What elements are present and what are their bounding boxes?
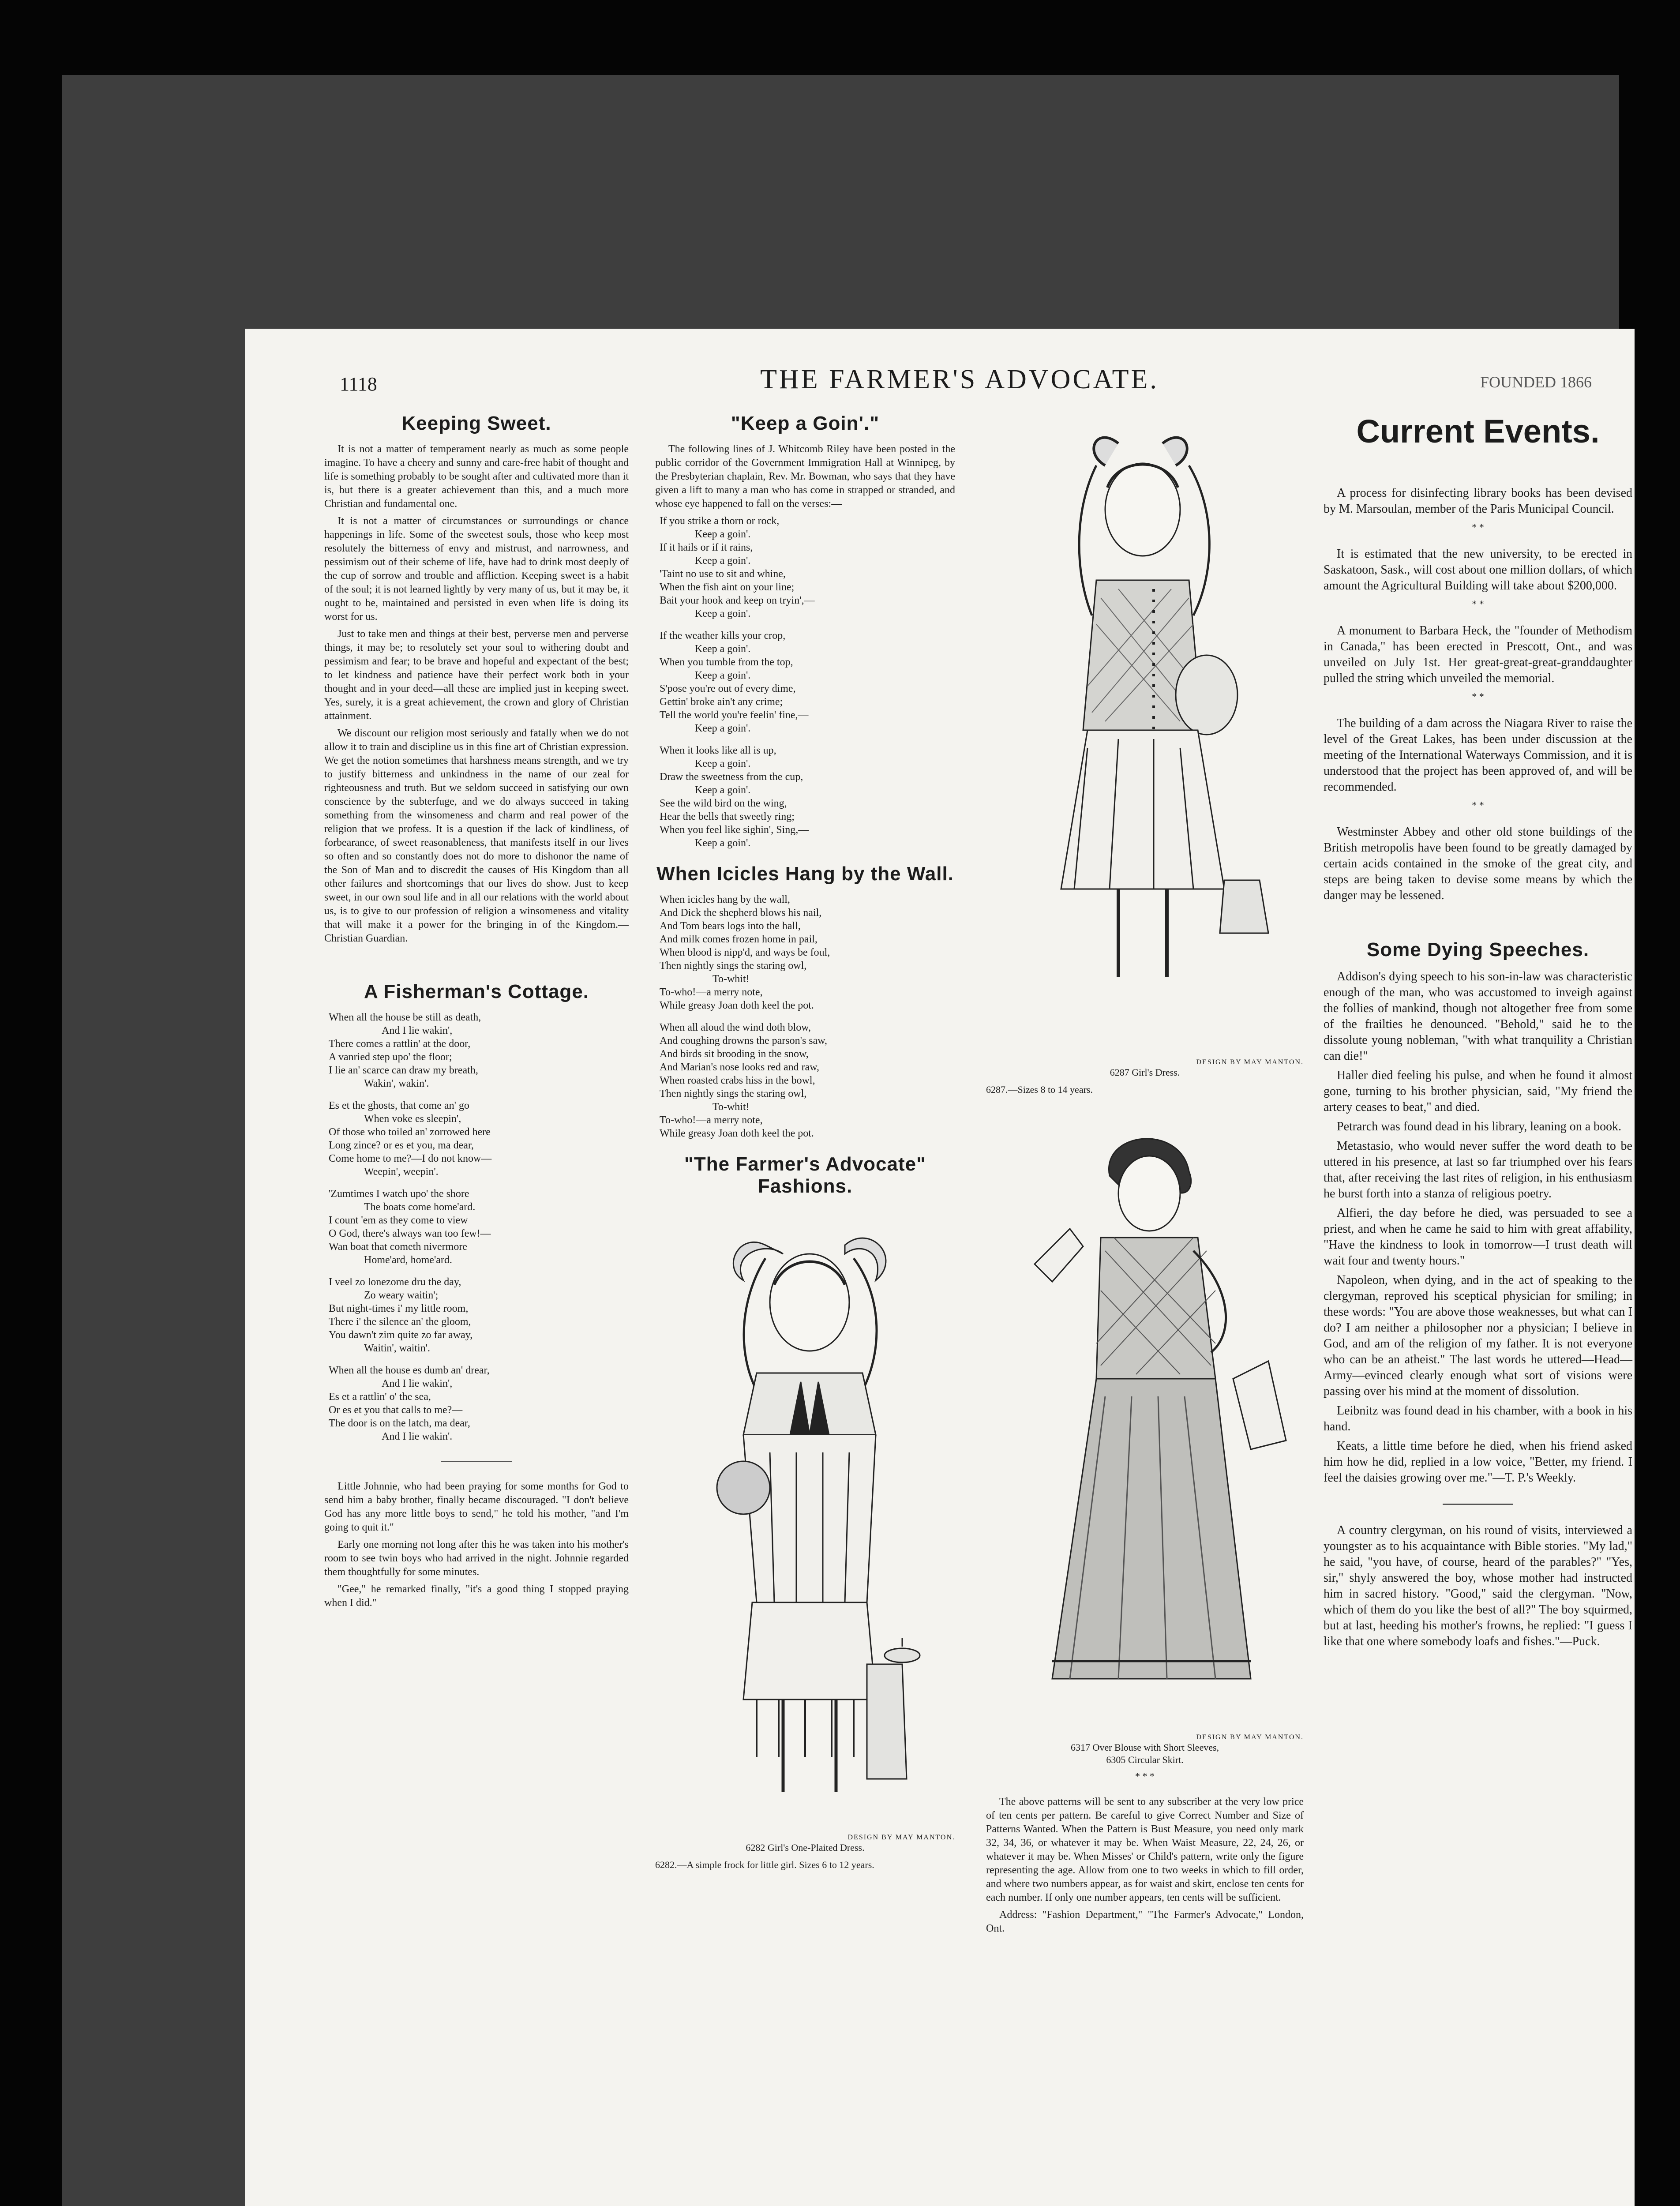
- poem-stanza: [329, 1011, 629, 1090]
- poem-line: Hear the bells that sweetly ring;: [660, 811, 795, 822]
- poem-line: Keep a goin'.: [695, 670, 751, 681]
- section-stars: * *: [1472, 691, 1484, 702]
- section-stars: * *: [1472, 799, 1484, 810]
- order-address: Address: "Fashion Department," "The Farmer's Advocate," London, Ont.: [986, 1909, 1304, 1934]
- column-1: [324, 413, 629, 1613]
- fashions-title: "The Farmer's Advocate" Fashions.: [684, 1153, 926, 1197]
- news-item: It is estimated that the new university, to be erected in Saskatoon, Sask., will cost about one million dollars, of which amount the Agricultural Building will take about $200,000.: [1324, 547, 1632, 593]
- poem-line: Tell the world you're feelin' fine,—: [660, 709, 809, 721]
- poem-line: I count 'em as they come to view: [329, 1215, 468, 1226]
- current-events-title: Current Events.: [1356, 413, 1600, 450]
- poem-line: And I lie wakin',: [382, 1025, 453, 1036]
- fisherman-title: A Fisherman's Cottage.: [364, 981, 589, 1002]
- poem-line: A vanried step upo' the floor;: [329, 1051, 452, 1063]
- poem-line: When blood is nipp'd, and ways be foul,: [660, 947, 830, 958]
- poem-line: Keep a goin'.: [695, 758, 751, 769]
- poem-line: Keep a goin'.: [695, 529, 751, 540]
- speech-paragraph: Keats, a little time before he died, when his friend asked him how he did, replied in a low voice, "Better, my friend. I feel the daisies growing over me."—T. P.'s Weekly.: [1324, 1439, 1632, 1485]
- fashion-figure-6287: [986, 413, 1304, 1096]
- figure-caption: 6305 Circular Skirt.: [1106, 1754, 1184, 1765]
- poem-line: To-who!—a merry note,: [660, 1114, 763, 1126]
- speech-paragraph: Napoleon, when dying, and in the act of speaking to the clergyman, reproved his sceptical physician for smiling; in these words: "You are above those weaknesses, but what can I do? I am neither a philosopher nor a physician; I believe in God, and am of the religion of my father. It is not everyone who can be an atheist." The last words he uttered—Head—Army—evinced clearly enough what sort of visions were passing over his mind at the moment of dissolution.: [1324, 1273, 1632, 1398]
- founded-line: FOUNDED 1866: [1480, 373, 1592, 391]
- poem-stanza: [660, 893, 955, 1012]
- poem-line: When it looks like all is up,: [660, 745, 776, 756]
- poem-line: Es et the ghosts, that come an' go: [329, 1100, 469, 1111]
- girl-dress-illustration: [655, 1205, 955, 1832]
- poem-line: Keep a goin'.: [695, 608, 751, 619]
- design-credit: DESIGN BY MAY MANTON.: [1196, 1058, 1304, 1066]
- poem-line: Of those who toiled an' zorrowed here: [329, 1126, 491, 1138]
- keeping-sweet-paragraph: Just to take men and things at their best, perverse men and perverse things, it may be; to resolutely set your soul to withering doubt and pessimism and fear; to be brave and hopeful and expectant of the best; to let kindness and patience have their perfect work both in your thought and in your deed—all these are implied just in keeping sweet. Yes, surely, it is a great achievement, the crown and glory of Christian attainment.: [324, 628, 629, 722]
- poem-line: 'Zumtimes I watch upo' the shore: [329, 1188, 469, 1200]
- poem-line: And I lie wakin'.: [382, 1431, 453, 1442]
- poem-line: To-whit!: [712, 1101, 750, 1113]
- keeping-sweet-paragraph: It is not a matter of temperament nearly as much as some people imagine. To have a cheery and sunny and care-free habit of thought and life is something probably to be sought after and cultivated more than it is, but there is a greater achievement than this, and a much more Christian and fundamental one.: [324, 443, 629, 510]
- poem-stanza: [660, 744, 955, 850]
- poem-line: You dawn't zim quite zo far away,: [329, 1329, 473, 1341]
- poem-line: When you feel like sighin', Sing,—: [660, 824, 809, 836]
- figure-caption: 6282 Girl's One-Plaited Dress.: [746, 1842, 865, 1853]
- poem-line: Gettin' broke ain't any crime;: [660, 696, 783, 708]
- poem-line: Keep a goin'.: [695, 643, 751, 655]
- poem-line: Keep a goin'.: [695, 555, 751, 567]
- fisherman-poem: [329, 1011, 629, 1443]
- keeping-sweet-paragraph: We discount our religion most seriously and fatally when we do not allow it to train and discipline us in this fine art of Christian expression. We get the notion sometimes that harshness means strength, and we try to justify bitterness and unkindness in the name of our zeal for righteousness and truth. But we seldom succeed in satisfying our own conscience by the subterfuge, and we do always succeed in taking something from the winsomeness and charm and real power of the religion that we profess. It is a question if the lack of kindliness, of forbearance, of sweet reasonableness, that manifests itself in our lives so often and so constantly does not do more to dishonor the name of the Son of Man and to discredit the causes of His Kingdom than all other failures and shortcomings that our lives do show. Just to keep sweet, in our own soul life and in all our relations with the world about us, is to give to our profession of religion a winsomeness and vitality that will make it a power for the bringing in of the Kingdom.—Christian Guardian.: [324, 728, 629, 944]
- news-item: Westminster Abbey and other old stone buildings of the British metropolis have been found to be greatly damaged by certain acids contained in the smoke of the great city, and steps are being taken to devise some means by which the danger may be lessened.: [1324, 825, 1632, 902]
- poem-line: To-who!—a merry note,: [660, 987, 763, 998]
- poem-line: S'pose you're out of every dime,: [660, 683, 796, 694]
- order-instructions: The above patterns will be sent to any subscriber at the very low price of ten cents per pattern. Be careful to give Correct Number and Size of Patterns Wanted. When the Pattern is Bust Measure, you need only mark 32, 34, 36, or whatever it may be. When Waist Measure, 22, 24, 26, or whatever it may be. When Misses' or Child's pattern, write only the figure representing the age. Allow from one to two weeks in which to fill order, and where two numbers appear, as for waist and skirt, enclose ten cents for each number. If only one number appears, ten cents will be sufficient.: [986, 1796, 1304, 1903]
- page-number: 1118: [340, 373, 377, 395]
- girl-dress-6287-illustration: [986, 413, 1304, 1057]
- poem-line: The door is on the latch, ma dear,: [329, 1418, 470, 1429]
- speech-paragraph: Leibnitz was found dead in his chamber, with a book in his hand.: [1324, 1404, 1632, 1433]
- story-paragraph: A country clergyman, on his round of visits, interviewed a youngster as to his acquaintance with Bible stories. "My lad," he said, "you have, of course, heard of the parables?" "Yes, sir," shyly answered the boy, whose mother had instructed him in sacred history. "Good," said the clergyman. "Now, which of them do you like the best of all?" The boy squirmed, but at last, heeding his mother's frowns, he replied: "I guess I like that one where somebody loafs and fishes."—Puck.: [1324, 1523, 1632, 1648]
- column-4: [1324, 413, 1632, 1653]
- fashion-figure-6282: [655, 1205, 955, 1872]
- speech-paragraph: Petrarch was found dead in his library, leaning on a book.: [1337, 1120, 1622, 1133]
- news-item: A process for disinfecting library books has been devised by M. Marsoulan, member of the Paris Municipal Council.: [1324, 486, 1632, 516]
- keep-goin-poem: [660, 514, 955, 850]
- keeping-sweet-paragraph: It is not a matter of circumstances or surroundings or chance happenings in life. Some of the sweetest souls, those who keep most resolutely the bitterness of envy and mistrust, and narrowness, and pessimism out of their scheme of life, have had to drink most deeply of the cup of sorrow and trouble and affliction. Keeping sweet is a habit of the soul; it is not learned lightly by very many of us, but it may be, it ought to be, maintained and persisted in even when life is doing its worst for us.: [324, 515, 629, 623]
- poem-line: Or es et you that calls to me?—: [329, 1404, 463, 1416]
- masthead: THE FARMER'S ADVOCATE.: [760, 364, 1159, 394]
- poem-line: O God, there's always wan too few!—: [329, 1228, 491, 1239]
- poem-line: When all aloud the wind doth blow,: [660, 1022, 811, 1033]
- poem-line: I veel zo lonezome dru the day,: [329, 1276, 461, 1288]
- anecdote-paragraph: Little Johnnie, who had been praying for some months for God to send him a baby brother, finally became discouraged. "I don't believe God has any more little boys to send," he told his mother, "and I'm going to quit it.": [324, 1481, 629, 1533]
- fashion-figure-6317: [986, 1105, 1304, 1766]
- poem-line: Zo weary waitin';: [364, 1290, 439, 1301]
- poem-line: If the weather kills your crop,: [660, 630, 786, 642]
- poem-line: Wakin', wakin'.: [364, 1078, 429, 1089]
- poem-line: Keep a goin'.: [695, 784, 751, 796]
- speech-paragraph: Alfieri, the day before he died, was persuaded to see a priest, and when he came he said to him with great affability, "Have the kindness to look in tomorrow—I trust death will wait four and twenty hours.": [1324, 1206, 1632, 1268]
- poem-line: When all the house es dumb an' drear,: [329, 1365, 490, 1376]
- keeping-sweet-title: Keeping Sweet.: [401, 413, 551, 434]
- column-2: [655, 413, 955, 1872]
- poem-line: While greasy Joan doth keel the pot.: [660, 1000, 814, 1011]
- poem-line: But night-times i' my little room,: [329, 1303, 469, 1314]
- poem-line: And I lie wakin',: [382, 1378, 453, 1389]
- poem-line: Keep a goin'.: [695, 723, 751, 734]
- poem-line: Draw the sweetness from the cup,: [660, 771, 803, 783]
- poem-line: When roasted crabs hiss in the bowl,: [660, 1075, 815, 1086]
- section-rule: [441, 1461, 512, 1462]
- page-header: [245, 364, 1635, 408]
- pattern-note: 6282.—A simple frock for little girl. Sizes 6 to 12 years.: [655, 1859, 874, 1870]
- pattern-note: 6287.—Sizes 8 to 14 years.: [986, 1084, 1093, 1095]
- design-credit: DESIGN BY MAY MANTON.: [1196, 1733, 1304, 1741]
- poem-line: Home'ard, home'ard.: [364, 1254, 452, 1266]
- poem-line: Waitin', waitin'.: [364, 1343, 431, 1354]
- poem-stanza: [660, 629, 955, 735]
- poem-line: And Dick the shepherd blows his nail,: [660, 907, 822, 919]
- icicles-poem: [660, 893, 955, 1140]
- poem-stanza: [660, 514, 955, 620]
- poem-stanza: [329, 1099, 629, 1178]
- section-stars: * *: [1472, 521, 1484, 533]
- icicles-title: When Icicles Hang by the Wall.: [656, 863, 954, 885]
- speech-paragraph: Haller died feeling his pulse, and when he found it almost gone, turning to his brother physician, said, "My friend the artery ceases to beat," and died.: [1324, 1069, 1632, 1114]
- speech-paragraph: Metastasio, who would never suffer the word death to be uttered in his presence, at last so far triumphed over his fears that, after receiving the last rites of religion, in his enthusiasm he burst forth into a stanza of religious poetry.: [1324, 1139, 1632, 1201]
- keep-goin-intro: The following lines of J. Whitcomb Riley have been posted in the public corridor of the Government Immigration Hall at Winnipeg, by the Presbyterian chaplain, Rev. Mr. Bowman, who says that they have given a lift to many a man who has come in strapped or stranded, and whose eye happened to fall on the verses:—: [655, 443, 955, 510]
- poem-line: When all the house be still as death,: [329, 1012, 481, 1023]
- poem-line: I lie an' scarce can draw my breath,: [329, 1065, 478, 1076]
- poem-line: If it hails or if it rains,: [660, 542, 753, 553]
- poem-line: And Tom bears logs into the hall,: [660, 920, 801, 932]
- poem-line: Come home to me?—I do not know—: [329, 1153, 492, 1164]
- poem-line: There i' the silence an' the gloom,: [329, 1316, 471, 1328]
- poem-line: And Marian's nose looks red and raw,: [660, 1062, 820, 1073]
- section-rule: [1443, 1504, 1513, 1505]
- section-stars: * *: [1472, 598, 1484, 609]
- poem-line: See the wild bird on the wing,: [660, 798, 787, 809]
- news-item: A monument to Barbara Heck, the "founder of Methodism in Canada," has been erected in Prescott, Ont., and was unveiled on July 1st. Her great-great-great-granddaughter pulled the string which unveiled the memorial.: [1324, 624, 1632, 685]
- keep-goin-title: "Keep a Goin'.": [731, 413, 880, 434]
- speech-paragraph: Addison's dying speech to his son-in-law was characteristic enough of the man, who was accustomed to inveigh against the follies of mankind, though not altogether free from some of the frailties he denounced. "Behold," said he to the dissolute young nobleman, "with what tranquility a Christian can die!": [1324, 970, 1632, 1063]
- anecdote-paragraph: Early one morning not long after this he was taken into his mother's room to see twin boys who had arrived in the night. Johnnie regarded them thoughtfully for some minutes.: [324, 1539, 629, 1578]
- column-3: [986, 413, 1304, 1939]
- poem-line: Then nightly sings the staring owl,: [660, 1088, 807, 1099]
- poem-line: Keep a goin'.: [695, 837, 751, 849]
- poem-stanza: [660, 1021, 955, 1140]
- poem-line: When the fish aint on your line;: [660, 582, 795, 593]
- poem-line: Weepin', weepin'.: [364, 1166, 439, 1178]
- poem-line: And milk comes frozen home in pail,: [660, 934, 818, 945]
- section-stars: * * *: [1135, 1771, 1155, 1782]
- poem-line: Bait your hook and keep on tryin',—: [660, 595, 815, 606]
- poem-line: When icicles hang by the wall,: [660, 894, 790, 905]
- poem-stanza: [329, 1187, 629, 1267]
- newspaper-page: [245, 329, 1635, 2206]
- poem-stanza: [329, 1276, 629, 1355]
- poem-line: Es et a rattlin' o' the sea,: [329, 1391, 431, 1403]
- poem-line: Long zince? or es et you, ma dear,: [329, 1140, 474, 1151]
- news-item: The building of a dam across the Niagara River to raise the level of the Great Lakes, has been under discussion at the meeting of the International Waterways Commission, and it is understood that the project has been approved of, and will be recommended.: [1324, 717, 1632, 794]
- poem-line: And birds sit brooding in the snow,: [660, 1048, 809, 1060]
- poem-stanza: [329, 1364, 629, 1443]
- poem-line: And coughing drowns the parson's saw,: [660, 1035, 828, 1047]
- poem-line: 'Taint no use to sit and whine,: [660, 568, 786, 580]
- design-credit: DESIGN BY MAY MANTON.: [848, 1834, 955, 1841]
- dying-speeches-title: Some Dying Speeches.: [1366, 939, 1590, 960]
- poem-line: If you strike a thorn or rock,: [660, 515, 780, 527]
- poem-line: When you tumble from the top,: [660, 657, 793, 668]
- poem-line: When voke es sleepin',: [364, 1113, 461, 1125]
- woman-blouse-skirt-illustration: [986, 1105, 1304, 1732]
- anecdote-paragraph: "Gee," he remarked finally, "it's a good thing I stopped praying when I did.": [324, 1583, 629, 1609]
- figure-caption: 6287 Girl's Dress.: [1110, 1067, 1180, 1078]
- poem-line: There comes a rattlin' at the door,: [329, 1038, 471, 1050]
- poem-line: While greasy Joan doth keel the pot.: [660, 1128, 814, 1139]
- poem-line: Then nightly sings the staring owl,: [660, 960, 807, 972]
- figure-caption: 6317 Over Blouse with Short Sleeves,: [1070, 1742, 1219, 1753]
- poem-line: To-whit!: [712, 973, 750, 985]
- poem-line: Wan boat that cometh nivermore: [329, 1241, 467, 1253]
- poem-line: The boats come home'ard.: [364, 1201, 476, 1213]
